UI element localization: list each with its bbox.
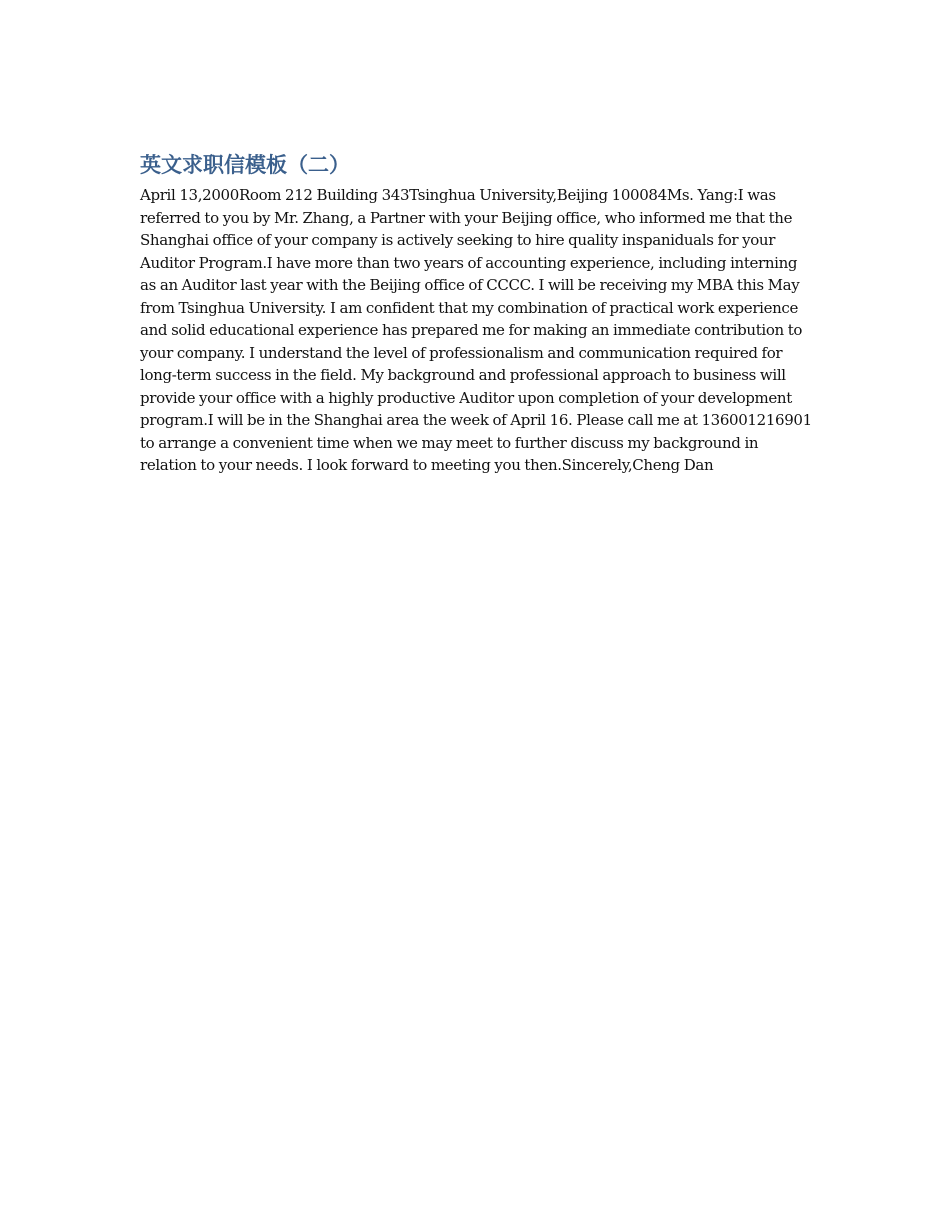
- document-title: 英文求职信模板（二）: [140, 153, 350, 177]
- cover-letter-body: April 13,2000Room 212 Building 343Tsinghua University,Beijing 100084Ms. Yang:I was referred to you by Mr. Zhang, a Partner with your Beijing office, who informed me that the Shanghai office of your company is actively seeking to hire quality inspaniduals for your Auditor Program.I have more than two years of accounting experience, including interning as an Auditor last year with the Beijing office of CCCC. I will be receiving my MBA this May from Tsinghua University. I am confident that my combination of practical work experience and solid educational experience has prepared me for making an immediate contribution to your company. I understand the level of professionalism and communication required for long-term success in the field. My background and professional approach to business will provide your office with a highly productive Auditor upon completion of your development program.I will be in the Shanghai area the week of April 16. Please call me at 136001216901 to arrange a convenient time when we may meet to further discuss my background in relation to your needs. I look forward to meeting you then.Sincerely,Cheng Dan: [140, 186, 812, 474]
- document-content: [140, 150, 812, 477]
